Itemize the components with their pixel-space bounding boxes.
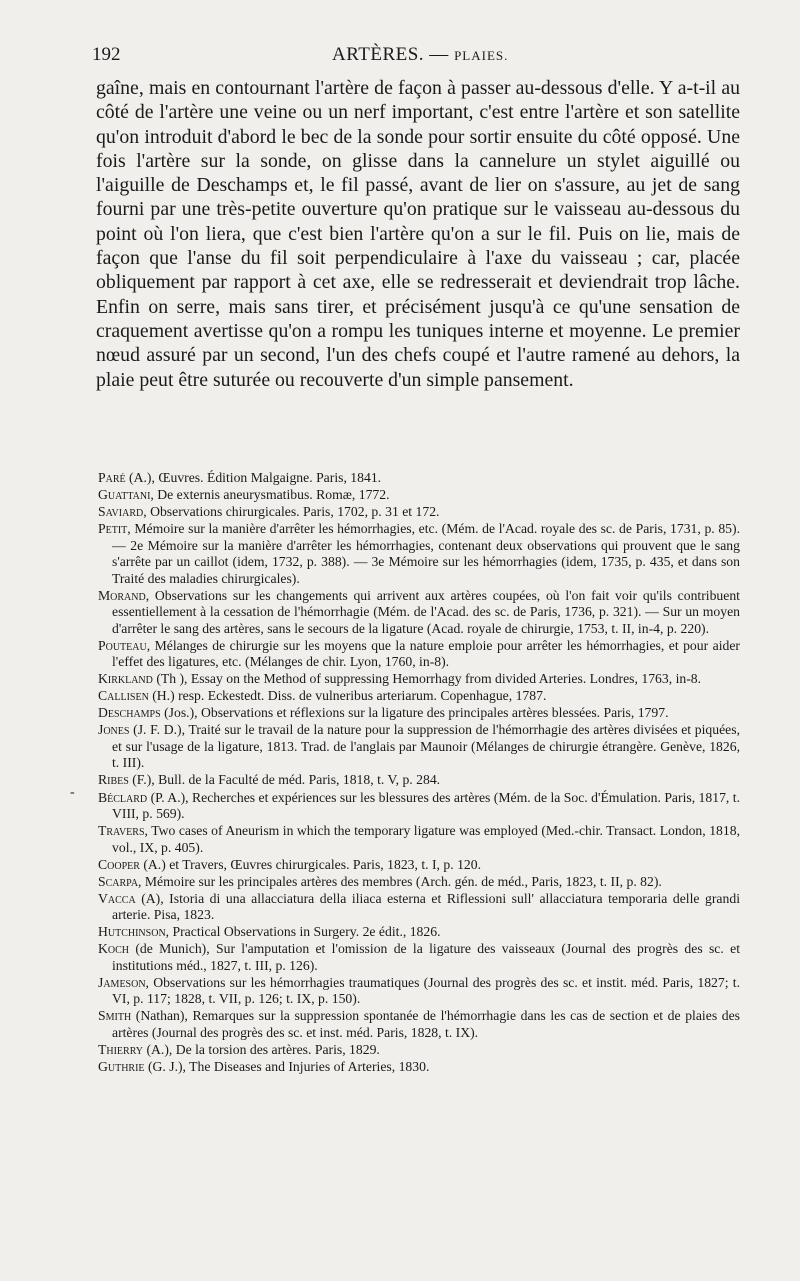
entry-text: Practical Observations in Surgery. 2e édit., 1826. <box>169 924 441 940</box>
entry-author: Scarpa, <box>98 873 142 889</box>
entry-author: Cooper <box>98 856 140 872</box>
entry-author: Petit, <box>98 521 131 537</box>
entry-author: Thierry <box>98 1041 144 1057</box>
entry-text: (A.) et Travers, Œuvres chirurgicales. Paris, 1823, t. I, p. 120. <box>139 856 482 872</box>
bibliography-entry <box>98 975 740 1008</box>
bibliography-entry <box>98 823 740 856</box>
entry-text: Observations chirurgicales. Paris, 1702, p. 31 et 172. <box>146 504 440 520</box>
entry-author: Paré (A.), <box>98 470 155 485</box>
bibliography-entry <box>98 941 740 974</box>
entry-author: Béclard <box>98 789 148 805</box>
page-number: 192 <box>92 44 121 65</box>
bibliography-entry <box>98 588 740 638</box>
body-paragraph: gaîne, mais en contournant l'artère de façon à passer au-dessous d'elle. Y a-t-il au côté de l'artère une veine ou un nerf important, c'est entre l'artère et son satellite qu'on introduit d'abord le bec de la sonde pour sortir ensuite du côté opposé. Une fois l'artère sur la sonde, on glisse dans la cannelure un stylet aiguillé ou l'aiguille de Deschamps et, le fil passé, avant de lier on s'assure, au jet de sang fourni par une très-petite ouverture qu'on pratique sur le vaisseau au-dessous du point où l'on liera, que c'est bien l'artère qu'on a sur le fil. Puis on lie, mais de façon que l'anse du fil soit perpendiculaire à l'axe du vaisseau ; car, placée obliquement par rapport à cet axe, elle se redresserait et deviendrait trop lâche. Enfin on serre, mais sans tirer, et précisément jusqu'à ce qu'une sensation de craquement avertisse qu'on a rompu les tuniques interne et moyenne. Le premier nœud assuré par un second, l'un des chefs coupé et l'autre ramené au dehors, la plaie peut être suturée ou recouverte d'un simple pansement. <box>96 77 740 391</box>
bibliography-entry <box>98 1042 740 1059</box>
bibliography-entry <box>98 891 740 924</box>
entry-text: Observations sur les changements qui arrivent aux artères coupées, où l'on fait voir qu'ils contribuent essentiellement à la cessation de l'hémorrhagie (Mém. de l'Acad. des sc. de Paris, 1736, p. 321). — Sur un moyen d'arrêter le sang des artères, sans le secours de la ligature (Acad. royale de chirurgie, 1753, t. II, in-4, p. 220). <box>112 587 740 636</box>
entry-text: (J. F. D.), Traité sur le travail de la nature pour la suppression de l'hémorrhagie des artères divisées et piquées, et sur l'usage de la ligature, 1813. Trad. de l'anglais par Maunoir (Mélanges de chirurgie étrangère. Genève, 1826, t. III). <box>112 722 740 771</box>
bibliography-list <box>98 470 740 1076</box>
bibliography-entry <box>98 874 740 891</box>
entry-author: Jones <box>98 722 130 738</box>
running-title-sub: PLAIES. <box>454 48 509 63</box>
running-title-main: ARTÈRES. — <box>332 44 449 65</box>
entry-text: Œuvres. Édition Malgaigne. Paris, 1841. <box>154 470 382 485</box>
bibliography-entry <box>98 722 740 772</box>
margin-mark: - <box>70 785 75 800</box>
entry-text: (A.), De la torsion des artères. Paris, 1829. <box>143 1041 380 1057</box>
entry-text: Mémoire sur les principales artères des membres (Arch. gén. de méd., Paris, 1823, t. II, p. 82). <box>141 873 662 889</box>
entry-text: (P. A.), Recherches et expériences sur les blessures des artères (Mém. de la Soc. d'Émulation. Paris, 1817, t. VIII, p. 569). <box>112 789 740 822</box>
page-header <box>92 44 742 68</box>
bibliography-entry <box>98 924 740 941</box>
entry-author: Pouteau, <box>98 637 151 653</box>
bibliography-entry <box>98 1059 740 1076</box>
entry-author: Smith <box>98 1008 132 1024</box>
entry-text: Mémoire sur la manière d'arrêter les hémorrhagies, etc. (Mém. de l'Acad. royale des sc. de Paris, 1731, p. 85). — 2e Mémoire sur la manière d'arrêter les hémorrhagies, contenant deux observations qui prouvent que le sang s'arrête par un caillot (idem, 1732, p. 388). — 3e Mémoire sur les hémorrhagies (idem, 1735, p. 435, et dans son Traité des maladies chirurgicales). <box>112 521 740 586</box>
entry-author: Koch <box>98 941 129 957</box>
entry-text: (G. J.), The Diseases and Injuries of Arteries, 1830. <box>144 1058 430 1074</box>
entry-author: Saviard, <box>98 504 147 520</box>
running-title <box>332 44 508 66</box>
entry-text: (H.) resp. Eckestedt. Diss. de vulneribus arteriarum. Copenhague, 1787. <box>148 688 547 704</box>
entry-author: Jameson, <box>98 974 149 990</box>
entry-text: Two cases of Aneurism in which the temporary ligature was employed (Med.-chir. Transact. London, 1818, vol., IX, p. 405). <box>112 823 740 855</box>
bibliography-entry <box>98 671 740 688</box>
bibliography-entry <box>98 487 740 504</box>
bibliography-entry <box>98 470 740 487</box>
entry-author: Ribes <box>98 772 129 788</box>
bibliography-entry <box>98 857 740 874</box>
entry-author: Guattani, <box>98 487 154 503</box>
entry-author: Guthrie <box>98 1058 145 1074</box>
entry-author: Deschamps <box>98 705 161 721</box>
entry-text: (Nathan), Remarques sur la suppression spontanée de l'hémorrhagie dans les cas de section et de plaies des artères (Journal des progrès des sc. et inst. méd. Paris, 1828, t. IX). <box>112 1008 740 1040</box>
bibliography-entry <box>98 688 740 705</box>
bibliography-entry <box>98 772 740 789</box>
bibliography-entry <box>98 638 740 671</box>
entry-text: (F.), Bull. de la Faculté de méd. Paris, 1818, t. V, p. 284. <box>128 772 441 788</box>
bibliography-entry <box>98 1008 740 1041</box>
entry-text: De externis aneurysmatibus. Romæ, 1772. <box>153 487 390 503</box>
bibliography-entry <box>98 705 740 722</box>
entry-author: Vacca <box>98 890 136 906</box>
entry-text: Observations sur les hémorrhagies traumatiques (Journal des progrès des sc. et instit. méd. Paris, 1827; t. VI, p. 117; 1828, t. VII, p. 126; t. IX, p. 150). <box>112 974 740 1007</box>
entry-author: Morand, <box>98 587 150 603</box>
bibliography-entry <box>98 790 740 823</box>
entry-author: Hutchinson, <box>98 924 170 940</box>
bibliography-entry <box>98 504 740 521</box>
entry-text: (A), Istoria di una allacciatura della iliaca esterna et Riflessioni sull' allacciatura temporaria delle grandi arterie. Pisa, 1823. <box>112 890 740 923</box>
entry-text: (Th ), Essay on the Method of suppressing Hemorrhagy from divided Arteries. Londres, 1763, in-8. <box>152 671 702 687</box>
entry-text: (de Munich), Sur l'amputation et l'omission de la ligature des vaisseaux (Journal des progrès des sc. et institutions méd., 1827, t. III, p. 126). <box>112 941 740 973</box>
entry-text: Mélanges de chirurgie sur les moyens que la nature emploie pour arrêter les hémorrhagies, et pour aider l'effet des ligatures, etc. (Mélanges de chir. Lyon, 1760, in-8). <box>112 637 740 670</box>
entry-author: Travers, <box>98 823 148 839</box>
entry-author: Callisen <box>98 688 149 704</box>
bibliography-entry <box>98 521 740 587</box>
entry-text: (Jos.), Observations et réflexions sur la ligature des principales artères blessées. Paris, 1797. <box>160 705 669 721</box>
entry-author: Kirkland <box>98 671 153 687</box>
